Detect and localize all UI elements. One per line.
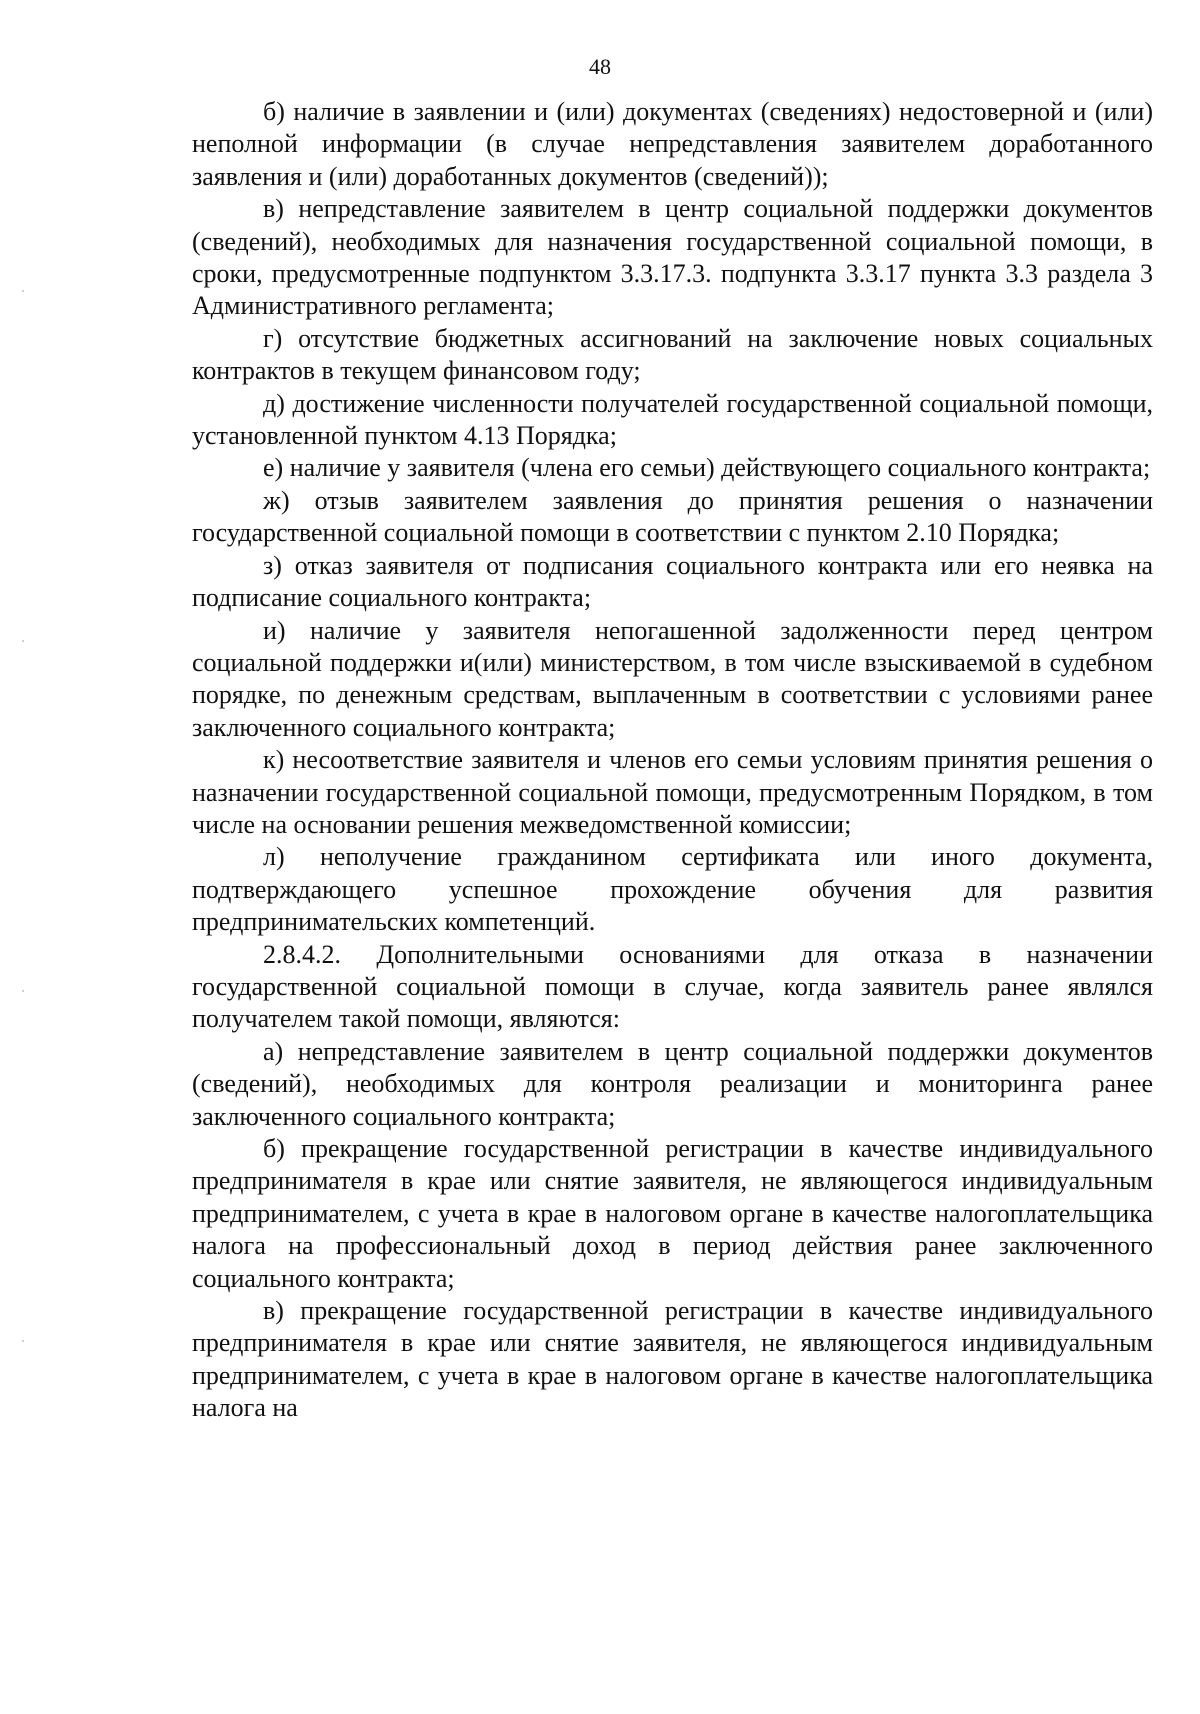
paragraph-d: д) достижение численности получателей государственной социальной помощи, установленной пунктом 4.13 Порядка; <box>192 388 1153 451</box>
scan-edge-mark <box>22 290 24 292</box>
paragraph-z: з) отказ заявителя от подписания социального контракта или его неявка на подписание социального контракта; <box>192 550 1153 613</box>
paragraph-k: к) несоответствие заявителя и членов его семьи условиям принятия решения о назначении государственной социальной помощи, предусмотренным Порядком, в том числе на основании решения межведомственной комиссии; <box>192 745 1153 839</box>
paragraph-a-2: а) непредставление заявителем в центр социальной поддержки документов (сведений), необходимых для контроля реализации и мониторинга ранее заключенного социального контракта; <box>192 1036 1153 1131</box>
paragraph-v-2: в) прекращение государственной регистрации в качестве индивидуального предпринимателя в крае или снятие заявителя, не являющегося индивидуальным предпринимателем, с учета в крае в налоговом органе в качестве налогоплательщика налога на <box>192 1296 1153 1423</box>
paragraph-l: л) неполучение гражданином сертификата или иного документа, подтверждающего успешное прохождение обучения для развития предпринимательских компетенций. <box>192 842 1153 937</box>
paragraph-b: б) наличие в заявлении и (или) документах (сведениях) недостоверной и (или) неполной информации (в случае непредставления заявителем доработанного заявления и (или) доработанных документов (сведений)); <box>192 97 1153 191</box>
scan-edge-mark <box>22 990 24 992</box>
paragraph-i: и) наличие у заявителя непогашенной задолженности перед центром социальной поддержки и(или) министерством, в том числе взыскиваемой в судебном порядке, по денежным средствам, выплаченным в соответствии с условиями ранее заключенного социального контракта; <box>192 615 1153 742</box>
scan-edge-mark <box>22 640 24 642</box>
paragraph-v: в) непредставление заявителем в центр социальной поддержки документов (сведений), необходимых для назначения государственной социальной помощи, в сроки, предусмотренные подпунктом 3.3.17.3. подпункта 3.3.17 пункта 3.3 раздела 3 Административного регламента; <box>192 194 1153 321</box>
paragraph-e: е) наличие у заявителя (члена его семьи) действующего социального контракта; <box>263 453 1151 483</box>
paragraph-zh: ж) отзыв заявителем заявления до принятия решения о назначении государственной социальной помощи в соответствии с пунктом 2.10 Порядка; <box>192 485 1153 548</box>
paragraph-b-2: б) прекращение государственной регистрации в качестве индивидуального предпринимателя в крае или снятие заявителя, не являющегося индивидуальным предпринимателем, с учета в крае в налоговом органе в качестве налогоплательщика налога на профессиональный доход в период действия ранее заключенного социального контракта; <box>192 1134 1153 1293</box>
paragraph-g: г) отсутствие бюджетных ассигнований на заключение новых социальных контрактов в текущем финансовом году; <box>192 323 1153 386</box>
scan-edge-mark <box>22 1340 24 1342</box>
page-number: 48 <box>589 54 611 79</box>
document-body <box>192 96 1153 1425</box>
section-2-8-4-2: 2.8.4.2. Дополнительными основаниями для отказа в назначении государственной социальной помощи в случае, когда заявитель ранее являлся получателем такой помощи, являются: <box>192 939 1153 1034</box>
